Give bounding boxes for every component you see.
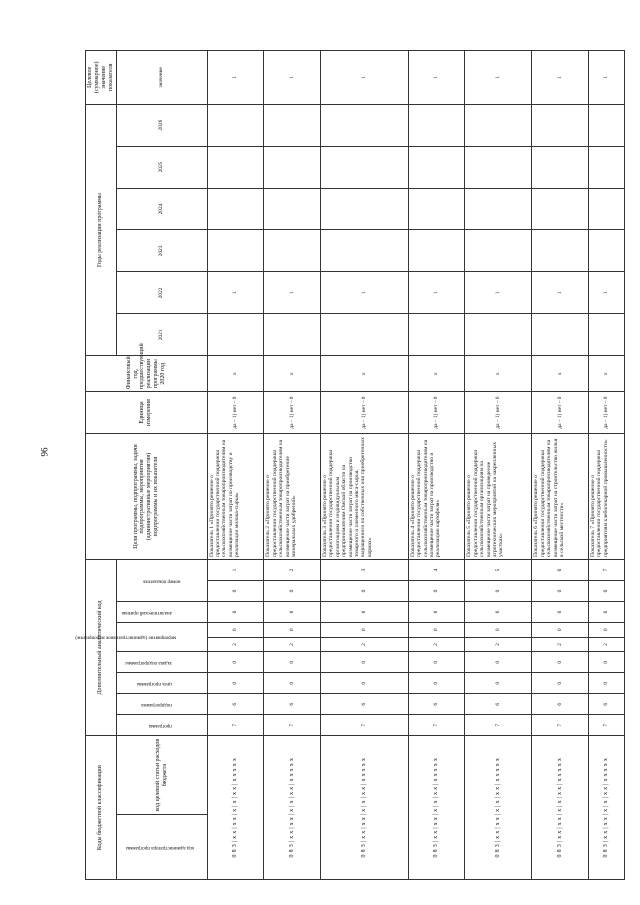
header-extra-goal: цель программы <box>116 673 207 694</box>
extra-code-cell: 6 <box>532 601 589 622</box>
year-value-cell: 1 <box>589 272 625 314</box>
extra-code-cell: 0 <box>465 622 532 637</box>
extra-code-cell: 2 <box>264 559 321 580</box>
year-value-cell <box>264 104 321 146</box>
extra-code-cell: 7 <box>589 715 625 736</box>
extra-code-cell: 0 <box>589 652 625 673</box>
unit-cell: да – 1) нет – 0 <box>207 392 264 434</box>
header-admin-code: код администратора программы <box>116 814 207 879</box>
header-extra-task: задача подпрограммы <box>116 652 207 673</box>
target-value-cell: 1 <box>264 51 321 105</box>
header-year-2025: 2025 <box>116 146 207 188</box>
year-value-cell <box>532 104 589 146</box>
year-value-cell <box>207 314 264 356</box>
header-budget-class: Коды бюджетной классификации <box>86 736 117 880</box>
extra-code-cell: 0 <box>465 673 532 694</box>
indicator-description: Показатель 5 «Принято решение о предоставлении государственной поддержки сельскохозяйственным организациям на возмещение части затрат на проведение агротехнических мероприятий на закрепленных участках» <box>465 434 532 560</box>
extra-code-cell: 6 <box>408 694 465 715</box>
year-value-cell <box>589 146 625 188</box>
year-value-cell <box>320 104 408 146</box>
year-value-cell <box>408 104 465 146</box>
year-value-cell <box>320 146 408 188</box>
extra-code-cell: 0 <box>264 673 321 694</box>
year-value-cell <box>408 188 465 230</box>
header-extra-activity: мероприятие (административное мероприятие) <box>116 622 207 651</box>
extra-code-cell: 0 <box>408 673 465 694</box>
extra-code-cell: 6 <box>465 601 532 622</box>
header-year-2024: 2024 <box>116 188 207 230</box>
indicator-description: Показатель 3 «Принято решение о предоставлении государственной поддержки организациям и индивидуальным предпринимателям Омской области на возмещение части затрат на производство товарного и племенного мяса-сырья, выращенного на собственных или приобретенных кормах» <box>320 434 408 560</box>
extra-code-cell: 6 <box>408 601 465 622</box>
extra-code-cell: 0 <box>465 652 532 673</box>
year-value-cell <box>264 188 321 230</box>
extra-code-cell: 0 <box>207 622 264 637</box>
header-unit: Единица измерения <box>86 392 208 434</box>
header-target-value: значение <box>116 51 207 105</box>
year-value-cell <box>264 314 321 356</box>
extra-code-cell: 0 <box>532 580 589 601</box>
indicator-description: Показатель 4 «Принято решение о предоставлении государственной поддержки сельскохозяйственным товаропроизводителям на возмещение части затрат на производство и реализацию картофеля» <box>408 434 465 560</box>
extra-code-cell: 2 <box>532 637 589 652</box>
base-year-cell: x <box>264 356 321 392</box>
header-extra-program: программа <box>116 715 207 736</box>
budget-code-cell: 0 8 3 | x x | x x | x | x | x x | x x x x x <box>408 736 465 880</box>
base-year-cell: x <box>532 356 589 392</box>
extra-code-cell: 6 <box>264 601 321 622</box>
target-value-cell: 1 <box>589 51 625 105</box>
extra-code-cell: 0 <box>532 673 589 694</box>
extra-code-cell: 0 <box>320 652 408 673</box>
extra-code-cell: 0 <box>589 580 625 601</box>
unit-cell: да – 1) нет – 0 <box>264 392 321 434</box>
budget-code-cell: 0 8 3 | x x | x x | x | x | x x | x x x x x <box>264 736 321 880</box>
header-extra-analytic: аналитический признак <box>116 601 207 622</box>
base-year-cell: x <box>320 356 408 392</box>
year-value-cell <box>207 146 264 188</box>
target-value-cell: 1 <box>465 51 532 105</box>
extra-code-cell: 0 <box>207 652 264 673</box>
budget-code-cell: 0 8 3 | x x | x x | x | x | x x | x x x x x <box>465 736 532 880</box>
extra-code-cell: 6 <box>532 694 589 715</box>
header-year-2026: 2026 <box>116 104 207 146</box>
target-value-cell: 1 <box>408 51 465 105</box>
extra-code-cell: 0 <box>465 580 532 601</box>
extra-code-cell: 2 <box>589 637 625 652</box>
header-expense-code: код целевой статьи расходов бюджета <box>116 736 207 815</box>
budget-code-cell: 0 8 3 | x x | x x | x | x | x x | x x x x x <box>589 736 625 880</box>
year-value-cell <box>589 104 625 146</box>
unit-cell: да – 1) нет – 0 <box>532 392 589 434</box>
year-value-cell <box>589 188 625 230</box>
year-value-cell <box>589 230 625 272</box>
indicator-description: Показатель 6 «Принято решение о предоставлении государственной поддержки сельскохозяйственным товаропроизводителям на возмещение части затрат на строительство жилья в сельской местности» <box>532 434 589 560</box>
extra-code-cell: 6 <box>532 559 589 580</box>
table-row <box>408 51 465 880</box>
year-value-cell <box>264 230 321 272</box>
year-value-cell: 1 <box>264 272 321 314</box>
year-value-cell <box>532 188 589 230</box>
year-value-cell <box>408 230 465 272</box>
target-value-cell: 1 <box>532 51 589 105</box>
table-row <box>207 51 264 880</box>
year-value-cell <box>207 230 264 272</box>
extra-code-cell: 2 <box>207 637 264 652</box>
header-years: Годы реализации программы <box>86 104 117 356</box>
year-value-cell <box>207 104 264 146</box>
year-value-cell <box>320 314 408 356</box>
year-value-cell <box>465 230 532 272</box>
extra-code-cell: 0 <box>532 622 589 637</box>
extra-code-cell: 7 <box>264 715 321 736</box>
budget-code-cell: 0 8 3 | x x | x x | x | x | x x | x x x x x <box>207 736 264 880</box>
year-value-cell: 1 <box>465 272 532 314</box>
year-value-cell <box>465 104 532 146</box>
year-value-cell <box>532 314 589 356</box>
unit-cell: да – 1) нет – 0 <box>320 392 408 434</box>
target-value-cell: 1 <box>207 51 264 105</box>
year-value-cell <box>408 314 465 356</box>
header-program-goal: Цели программы, подпрограммы, задачи подпрограммы, мероприятия (административные мероприятия) подпрограммы и их показатели <box>86 434 208 560</box>
base-year-cell: x <box>465 356 532 392</box>
extra-code-cell: 1 <box>207 559 264 580</box>
budget-code-cell: 0 8 3 | x x | x x | x | x | x x | x x x x x <box>320 736 408 880</box>
year-value-cell <box>320 188 408 230</box>
extra-code-cell: 2 <box>408 637 465 652</box>
table-row <box>532 51 589 880</box>
program-indicators-table <box>75 50 625 880</box>
extra-code-cell: 6 <box>264 694 321 715</box>
table-row <box>320 51 408 880</box>
base-year-cell: x <box>408 356 465 392</box>
extra-code-cell: 6 <box>465 694 532 715</box>
indicator-description: Показатель 7 «Принято решение о предоставлении государственной поддержки предприятиям хлебопекарной промышленности» <box>589 434 625 560</box>
header-extra-indicator: номер показателя <box>116 559 207 601</box>
table-row <box>264 51 321 880</box>
extra-code-cell: 0 <box>408 580 465 601</box>
year-value-cell <box>532 146 589 188</box>
page-number: 96 <box>39 447 50 457</box>
indicator-description: Показатель 1 «Принято решение о предоставлении государственной поддержки сельскохозяйственным товаропроизводителям на возмещение части затрат по производству и реализации молока-сырья» <box>207 434 264 560</box>
rotated-table-container <box>75 50 625 880</box>
extra-code-cell: 5 <box>465 559 532 580</box>
extra-code-cell: 0 <box>264 652 321 673</box>
extra-code-cell: 0 <box>320 673 408 694</box>
base-year-cell: x <box>589 356 625 392</box>
extra-code-cell: 6 <box>320 694 408 715</box>
extra-code-cell: 4 <box>408 559 465 580</box>
extra-code-cell: 7 <box>532 715 589 736</box>
header-year-2023: 2023 <box>116 230 207 272</box>
extra-code-cell: 0 <box>320 580 408 601</box>
header-extra-code: Дополнительный аналитический код <box>86 559 117 735</box>
header-year-2021: 2021 <box>116 314 207 356</box>
indicator-description: Показатель 2 «Принято решение о предоставлении государственной поддержки сельскохозяйственным товаропроизводителям на возмещение части затрат на приобретение минеральных удобрений» <box>264 434 321 560</box>
year-value-cell: 1 <box>207 272 264 314</box>
year-value-cell: 1 <box>532 272 589 314</box>
extra-code-cell: 2 <box>465 637 532 652</box>
target-value-cell: 1 <box>320 51 408 105</box>
year-value-cell <box>264 146 321 188</box>
table-row <box>589 51 625 880</box>
year-value-cell <box>465 146 532 188</box>
header-target: Целевое (суммарное) значение показателя <box>86 51 117 105</box>
extra-code-cell: 0 <box>408 652 465 673</box>
extra-code-cell: 7 <box>320 715 408 736</box>
year-value-cell <box>320 230 408 272</box>
extra-code-cell: 6 <box>207 694 264 715</box>
extra-code-cell: 0 <box>532 652 589 673</box>
base-year-cell: x <box>207 356 264 392</box>
extra-code-cell: 2 <box>264 637 321 652</box>
extra-code-cell: 0 <box>320 622 408 637</box>
extra-code-cell: 0 <box>589 622 625 637</box>
extra-code-cell: 6 <box>589 601 625 622</box>
unit-cell: да – 1) нет – 0 <box>589 392 625 434</box>
year-value-cell <box>408 146 465 188</box>
year-value-cell <box>532 230 589 272</box>
extra-code-cell: 0 <box>264 580 321 601</box>
extra-code-cell: 7 <box>207 715 264 736</box>
extra-code-cell: 7 <box>589 559 625 580</box>
extra-code-cell: 6 <box>589 694 625 715</box>
year-value-cell: 1 <box>320 272 408 314</box>
year-value-cell <box>465 314 532 356</box>
table-row <box>465 51 532 880</box>
extra-code-cell: 2 <box>320 637 408 652</box>
extra-code-cell: 0 <box>207 673 264 694</box>
extra-code-cell: 0 <box>207 580 264 601</box>
budget-code-cell: 0 8 3 | x x | x x | x | x | x x | x x x x x <box>532 736 589 880</box>
extra-code-cell: 0 <box>264 622 321 637</box>
year-value-cell <box>207 188 264 230</box>
extra-code-cell: 6 <box>320 601 408 622</box>
extra-code-cell: 7 <box>408 715 465 736</box>
unit-cell: да – 1) нет – 0 <box>465 392 532 434</box>
header-extra-subprogram: подпрограмма <box>116 694 207 715</box>
extra-code-cell: 6 <box>207 601 264 622</box>
year-value-cell <box>465 188 532 230</box>
header-year-2022: 2022 <box>116 272 207 314</box>
extra-code-cell: 3 <box>320 559 408 580</box>
extra-code-cell: 0 <box>408 622 465 637</box>
header-base-year: Финансовый год, предшествующий реализации программы 2020 год <box>86 356 208 392</box>
year-value-cell <box>589 314 625 356</box>
unit-cell: да – 1) нет – 0 <box>408 392 465 434</box>
extra-code-cell: 7 <box>465 715 532 736</box>
extra-code-cell: 0 <box>589 673 625 694</box>
year-value-cell: 1 <box>408 272 465 314</box>
